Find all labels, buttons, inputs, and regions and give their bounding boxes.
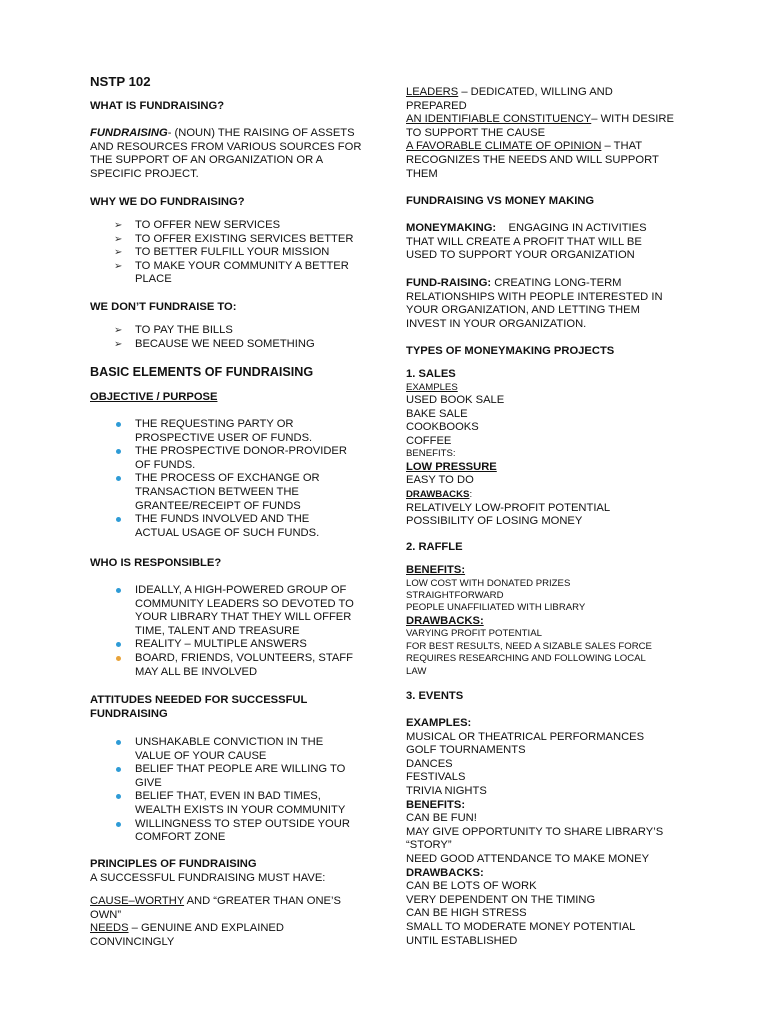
definition-line-1: FUNDRAISING- (NOUN) THE RAISING OF ASSETS xyxy=(90,127,355,139)
events-benefits-label: BENEFITS: xyxy=(406,798,466,811)
list-item: EASY TO DO xyxy=(406,474,474,487)
list-item: POSSIBILITY OF LOSING MONEY xyxy=(406,515,583,528)
bullet-dot-icon xyxy=(116,642,121,647)
list-item: THE FUNDS INVOLVED AND THE ACTUAL USAGE OF SUCH FUNDS. xyxy=(90,513,368,540)
arrow-bullet-icon: ➢ xyxy=(114,325,123,336)
raffle-drawbacks-label: DRAWBACKS: xyxy=(406,614,484,627)
list-item: UNTIL ESTABLISHED xyxy=(406,934,518,947)
climate-term: A FAVORABLE CLIMATE OF OPINION xyxy=(406,140,602,153)
bullet-dot-icon xyxy=(116,656,121,661)
bullet-dot-icon xyxy=(116,794,121,799)
leaders-term: LEADERS xyxy=(406,86,459,98)
page-title: NSTP 102 xyxy=(90,74,151,89)
principles-heading: PRINCIPLES OF FUNDRAISING xyxy=(90,858,257,870)
arrow-bullet-icon: ➢ xyxy=(114,338,123,350)
bullet-dot-icon xyxy=(116,422,121,427)
principles-subheading: A SUCCESSFUL FUNDRAISING MUST HAVE: xyxy=(90,871,326,884)
dont-heading: WE DON’T FUNDRAISE TO: xyxy=(90,301,237,313)
bullet-dot-icon xyxy=(116,588,121,593)
list-item: LAW xyxy=(406,665,427,677)
list-item: ➢ TO PAY THE BILLS xyxy=(114,324,233,336)
bullet-dot-icon xyxy=(116,476,121,481)
list-item: THE PROSPECTIVE DONOR-PROVIDER OF FUNDS. xyxy=(90,445,368,472)
principles-section xyxy=(90,858,368,885)
fundraising-definition: FUND-RAISING: CREATING LONG-TERM RELATIONSHIPS WITH PEOPLE INTERESTED IN YOUR ORGANIZATION, AND LETTING THEM INVEST IN YOUR ORGANIZATION. xyxy=(406,277,663,330)
definition xyxy=(90,127,368,181)
arrow-bullet-icon: ➢ xyxy=(114,247,123,259)
bullet-dot-icon xyxy=(116,767,121,772)
list-item: SMALL TO MODERATE MONEY POTENTIAL xyxy=(406,920,636,933)
list-item: BOARD, FRIENDS, VOLUNTEERS, STAFF MAY ALL BE INVOLVED xyxy=(90,652,368,679)
bullet-dot-icon xyxy=(116,822,121,827)
list-item: BELIEF THAT, EVEN IN BAD TIMES, WEALTH EXISTS IN YOUR COMMUNITY xyxy=(90,790,368,817)
constituency-term: AN IDENTIFIABLE CONSTITUENCY xyxy=(406,113,592,126)
sales-low-pressure: LOW PRESSURE xyxy=(406,460,497,473)
types-heading: TYPES OF MONEYMAKING PROJECTS xyxy=(406,345,615,357)
why-heading: WHY WE DO FUNDRAISING? xyxy=(90,196,245,208)
fundraising-term: FUND-RAISING: xyxy=(406,277,492,289)
list-item: GOLF TOURNAMENTS xyxy=(406,744,526,757)
raffle-heading: 2. RAFFLE xyxy=(406,541,463,553)
list-item: ➢ BECAUSE WE NEED SOMETHING xyxy=(114,337,315,350)
sales-heading: 1. SALES xyxy=(406,368,456,380)
list-item: DANCES xyxy=(406,757,453,770)
arrow-bullet-icon: ➢ xyxy=(114,220,123,231)
list-item: WILLINGNESS TO STEP OUTSIDE YOUR COMFORT ZONE xyxy=(90,818,368,845)
raffle-benefits-label: BENEFITS: xyxy=(406,564,466,576)
sales-section: 1. SALES EXAMPLES USED BOOK SALE BAKE SALE COOKBOOKS COFFEE BENEFITS: LOW PRESSURE EASY TO DO DRAWBACKS: RELATIVELY LOW-PROFIT POTENTIAL POSSIBILITY OF LOSING MONEY xyxy=(406,368,696,529)
definition-line-4: SPECIFIC PROJECT. xyxy=(90,167,199,180)
list-item: CAN BE FUN! xyxy=(406,812,477,825)
attitudes-list xyxy=(90,736,368,845)
arrow-bullet-icon: ➢ xyxy=(114,233,123,245)
list-item: COOKBOOKS xyxy=(406,421,479,434)
objective-heading: OBJECTIVE / PURPOSE xyxy=(90,391,218,403)
dont-list xyxy=(90,324,368,351)
events-section xyxy=(406,717,696,948)
attitudes-heading: ATTITUDES NEEDED FOR SUCCESSFUL FUNDRAISING xyxy=(90,694,308,720)
list-item: REALITY – MULTIPLE ANSWERS xyxy=(90,638,368,652)
definition-line-3: THE SUPPORT OF AN ORGANIZATION OR A xyxy=(90,154,324,167)
list-item: MAY GIVE OPPORTUNITY TO SHARE LIBRARY’S xyxy=(406,825,664,838)
list-item: ➢ TO OFFER EXISTING SERVICES BETTER xyxy=(114,232,354,245)
list-item: STRAIGHTFORWARD xyxy=(406,590,504,601)
moneymaking-definition: MONEYMAKING: ENGAGING IN ACTIVITIES THAT WILL CREATE A PROFIT THAT WILL BE USED TO SUPPORT YOUR ORGANIZATION xyxy=(406,222,647,262)
list-item: USED BOOK SALE xyxy=(406,394,505,406)
list-item: FESTIVALS xyxy=(406,771,466,784)
principles-continued: LEADERS – DEDICATED, WILLING AND PREPARED AN IDENTIFIABLE CONSTITUENCY– WITH DESIRE TO SUPPORT THE CAUSE A FAVORABLE CLIMATE OF OPINION – THAT RECOGNIZES THE NEEDS AND WILL SUPPORT THEM xyxy=(406,86,674,180)
bullet-dot-icon xyxy=(116,449,121,454)
list-item: COFFEE xyxy=(406,434,452,447)
list-item: PEOPLE UNAFFILIATED WITH LIBRARY xyxy=(406,602,586,614)
list-item: VERY DEPENDENT ON THE TIMING xyxy=(406,893,596,906)
why-list xyxy=(90,219,368,287)
list-item: BAKE SALE xyxy=(406,407,468,420)
needs-term: NEEDS xyxy=(90,922,129,935)
list-item: “STORY” xyxy=(406,839,452,852)
list-item: FOR BEST RESULTS, NEED A SIZABLE SALES FORCE xyxy=(406,640,652,652)
events-drawbacks-label: DRAWBACKS: xyxy=(406,866,484,879)
moneymaking-term: MONEYMAKING: xyxy=(406,222,497,234)
list-item: THE PROCESS OF EXCHANGE OR TRANSACTION BETWEEN THE GRANTEE/RECEIPT OF FUNDS xyxy=(90,472,368,513)
sales-examples-label: EXAMPLES xyxy=(406,381,458,393)
list-item: THE REQUESTING PARTY OR PROSPECTIVE USER OF FUNDS. xyxy=(90,418,368,445)
principles-list: CAUSE–WORTHY AND “GREATER THAN ONE’S OWN” NEEDS – GENUINE AND EXPLAINED CONVINCINGLY xyxy=(90,895,341,948)
list-item: VARYING PROFIT POTENTIAL xyxy=(406,628,542,640)
cause-term: CAUSE–WORTHY xyxy=(90,895,185,907)
responsible-list xyxy=(90,584,368,679)
list-item: CAN BE HIGH STRESS xyxy=(406,907,527,920)
bullet-dot-icon xyxy=(116,740,121,745)
sales-drawbacks-label: DRAWBACKS xyxy=(406,488,470,500)
list-item: IDEALLY, A HIGH-POWERED GROUP OF COMMUNITY LEADERS SO DEVOTED TO YOUR LIBRARY THAT THEY WILL OFFER TIME, TALENT AND TREASURE xyxy=(90,584,368,638)
bullet-dot-icon xyxy=(116,517,121,522)
list-item: ➢ TO MAKE YOUR COMMUNITY A BETTER PLACE xyxy=(114,259,349,286)
list-item: CAN BE LOTS OF WORK xyxy=(406,880,537,893)
basic-elements-heading: BASIC ELEMENTS OF FUNDRAISING xyxy=(90,365,314,379)
arrow-bullet-icon: ➢ xyxy=(114,260,123,272)
list-item: NEED GOOD ATTENDANCE TO MAKE MONEY xyxy=(406,852,650,865)
list-item: BELIEF THAT PEOPLE ARE WILLING TO GIVE xyxy=(90,763,368,790)
list-item: MUSICAL OR THEATRICAL PERFORMANCES xyxy=(406,730,645,743)
events-heading: 3. EVENTS xyxy=(406,690,464,702)
list-item: ➢ TO BETTER FULFILL YOUR MISSION xyxy=(114,246,330,259)
what-is-heading: WHAT IS FUNDRAISING? xyxy=(90,100,225,112)
definition-line-2: AND RESOURCES FROM VARIOUS SOURCES FOR xyxy=(90,140,362,153)
raffle-section xyxy=(406,564,696,678)
list-item: REQUIRES RESEARCHING AND FOLLOWING LOCAL xyxy=(406,653,646,665)
responsible-heading: WHO IS RESPONSIBLE? xyxy=(90,557,222,569)
definition-term: FUNDRAISING xyxy=(90,127,168,139)
events-examples-label: EXAMPLES: xyxy=(406,717,472,729)
sales-benefits-label: BENEFITS: xyxy=(406,448,456,460)
vs-heading: FUNDRAISING VS MONEY MAKING xyxy=(406,195,595,207)
list-item: LOW COST WITH DONATED PRIZES xyxy=(406,577,571,589)
list-item: RELATIVELY LOW-PROFIT POTENTIAL xyxy=(406,501,611,514)
objective-list xyxy=(90,418,368,540)
list-item: TRIVIA NIGHTS xyxy=(406,784,487,797)
list-item: ➢ TO OFFER NEW SERVICES xyxy=(114,219,281,231)
list-item: UNSHAKABLE CONVICTION IN THE VALUE OF YOUR CAUSE xyxy=(90,736,368,763)
